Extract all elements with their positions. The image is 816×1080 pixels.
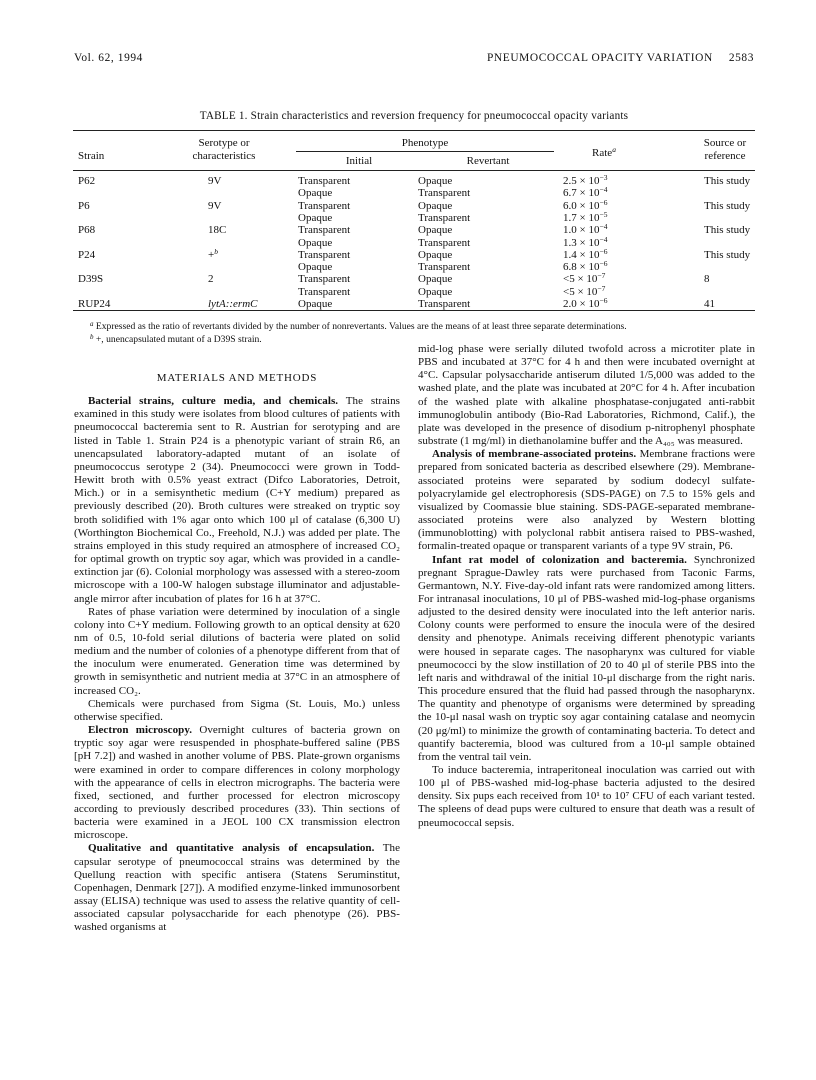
table-bottom-rule <box>73 310 755 311</box>
cell-strain: P68 <box>78 224 96 237</box>
page-number: 2583 <box>728 52 754 64</box>
cell-initial: Transparent <box>298 199 351 212</box>
running-head <box>74 52 754 70</box>
cell-serotype: 2 <box>208 273 214 286</box>
cell-revertant: Transparent <box>418 187 471 200</box>
cell-rate: $6.7 \times 10^{-4}$ <box>563 185 608 200</box>
cell-serotype: 9V <box>208 199 222 212</box>
cell-rate: $<5 \times 10^{-7}$ <box>563 283 606 298</box>
phenotype-span-rule <box>296 151 554 152</box>
cell-serotype: +$^b$ <box>208 246 218 261</box>
cell-revertant: Opaque <box>418 224 453 237</box>
cell-revertant: Opaque <box>418 248 453 261</box>
cell-source: This study <box>704 224 751 237</box>
cell-revertant: Opaque <box>418 285 453 298</box>
col-header-rate: Rate$^a$ <box>592 145 616 159</box>
paragraph-bacteremia: To induce bacteremia, intraperitoneal inoculation was carried out with 100 μl of PBS-washed mid-log-phase bacteria adjusted to the desired density. Six pups each received from 10¹ to 10⁷ CFU of each variant tested. The spleens of dead pups were cultured to ensure that death was a result of pneumococcal sepsis. <box>418 764 755 829</box>
col-header-revertant: Revertant <box>466 155 510 167</box>
cell-strain: D39S <box>78 273 104 286</box>
cell-initial: Opaque <box>298 236 333 249</box>
cell-revertant: Opaque <box>418 175 453 187</box>
journal-volume: Vol. 62, 1994 <box>74 52 143 64</box>
cell-rate: $1.0 \times 10^{-4}$ <box>563 222 608 237</box>
cell-rate: $1.7 \times 10^{-5}$ <box>563 209 608 224</box>
left-column <box>74 372 400 935</box>
cell-initial: Transparent <box>298 273 351 286</box>
cell-serotype: 18C <box>208 224 227 237</box>
cell-initial: Transparent <box>298 285 351 298</box>
cell-initial: Opaque <box>298 261 333 274</box>
cell-rate: $1.4 \times 10^{-6}$ <box>563 246 608 261</box>
cell-rate: $2.0 \times 10^{-6}$ <box>563 296 608 310</box>
cell-initial: Transparent <box>298 175 351 187</box>
col-header-serotype: Serotype or characteristics <box>192 137 256 162</box>
cell-source: 8 <box>704 273 710 286</box>
subheading-infant-rat-model: Infant rat model of colonization and bacteremia. <box>432 553 687 566</box>
cell-rate: $<5 \times 10^{-7}$ <box>563 271 606 286</box>
cell-revertant: Opaque <box>418 199 453 212</box>
subheading-bacterial-strains: Bacterial strains, culture media, and chemicals. <box>88 395 339 408</box>
cell-rate: $2.5 \times 10^{-3}$ <box>563 173 608 187</box>
cell-rate: $1.3 \times 10^{-4}$ <box>563 234 608 249</box>
cell-source: This study <box>704 248 751 261</box>
col-header-source: Source or reference <box>703 137 747 162</box>
article-short-title: PNEUMOCOCCAL OPACITY VARIATION <box>487 52 713 64</box>
paragraph-encapsulation-continued: mid-log phase were serially diluted twofold across a microtiter plate in PBS and incubated at 37°C for 4 h and then were incubated overnight at 4°C. Capsular polysaccharide antiserum diluted 1/5,000 was added to the washed plate, and the plate was incubated at 20°C for 4 h. After incubation of the washed plate with alkaline phosphatase-conjugated anti-rabbit immunoglobulin antibody (Bio-Rad Laboratories, Richmond, Calif.), the plate was developed in the presence of disodium p-nitrophenyl phosphate substrate (1 mg/ml) in diethanolamine buffer and the A₄₀₅ was measured. <box>418 343 755 448</box>
paragraph-bacterial-strains: Bacterial strains, culture media, and chemicals. The strains examined in this study were isolates from blood cultures of patients with pneumococcal bacteremia sent to R. Austrian for serotyping and are listed in Table 1. Strain P24 is a phenotypic variant of strain R6, an unencapsulated laboratory-adapted mutant of an isolate of pneumococcus serotype 2 (34). Pneumococci were grown in Todd-Hewitt broth with 0.5% yeast extract (Difco Laboratories, Detroit, Mich.) or in a semisynthetic medium (C+Y medium) prepared as previously described (20). Broth cultures were streaked on tryptic soy broth solidified with 1% agar onto which 100 μl of catalase (6,300 U) (Worthington Biochemical Co., Freehold, N.J.) was added per plate. The strains employed in this study required an atmosphere of increased CO₂ for optimal growth on tryptic soy agar, which was provided in a candle-extinction jar (6). Colonial morphology was assessed with a stereo-zoom microscope with a 100-W halogen substage illuminator and adjustable-angle mirror after incubation of plates for 16 h at 37°C. <box>74 395 400 605</box>
cell-strain: P62 <box>78 175 96 187</box>
col-header-strain: Strain <box>78 150 105 162</box>
paragraph-chemicals: Chemicals were purchased from Sigma (St. Louis, Mo.) unless otherwise specified. <box>74 697 400 723</box>
running-title <box>487 52 754 64</box>
paragraph-membrane-proteins: Analysis of membrane-associated proteins. Membrane fractions were prepared from sonicated bacteria as described elsewhere (29). Membrane-associated proteins were separated by sodium dodecyl sulfate-polyacrylamide gel electrophoresis (SDS-PAGE) on 7.5 to 15% gels and visualized by Coomassie blue staining. SDS-PAGE-separated membrane-associated proteins were also analyzed by Western blotting (immunoblotting) with polyclonal rabbit antisera raised to PBS-washed, formalin-treated opaque or transparent variants of a type 9V strain, P6. <box>418 448 755 553</box>
table-header-rule <box>73 170 755 171</box>
subheading-encapsulation: Qualitative and quantitative analysis of encapsulation. <box>88 842 375 855</box>
cell-initial: Opaque <box>298 211 333 224</box>
cell-source: 41 <box>704 298 715 310</box>
section-title: MATERIALS AND METHODS <box>156 372 318 384</box>
cell-initial: Transparent <box>298 224 351 237</box>
cell-strain: RUP24 <box>78 298 111 310</box>
col-header-initial: Initial <box>345 155 373 167</box>
paragraph-encapsulation: Qualitative and quantitative analysis of encapsulation. The capsular serotype of pneumococcal strains was determined by the Quellung reaction with specific antisera (Statens Seruminstitut, Copenhagen, Denmark [27]). A modified enzyme-linked immunosorbent assay (ELISA) technique was used to assess the relative quantity of cell-associated capsular polysaccharide for each phenotype (26). PBS-washed organisms at <box>74 842 400 934</box>
cell-initial: Transparent <box>298 248 351 261</box>
cell-strain: P24 <box>78 248 96 261</box>
cell-rate: $6.8 \times 10^{-6}$ <box>563 259 608 274</box>
table-caption: TABLE 1. Strain characteristics and reversion frequency for pneumococcal opacity variants <box>199 110 629 122</box>
col-header-phenotype: Phenotype <box>401 137 449 149</box>
cell-source: This study <box>704 199 751 212</box>
cell-source: This study <box>704 175 751 187</box>
cell-serotype: 9V <box>208 175 222 187</box>
subheading-membrane-proteins: Analysis of membrane-associated proteins. <box>432 448 637 461</box>
cell-revertant: Transparent <box>418 236 471 249</box>
cell-revertant: Transparent <box>418 298 471 310</box>
subheading-electron-microscopy: Electron microscopy. <box>88 724 193 737</box>
right-column <box>418 343 755 830</box>
paragraph-infant-rat-model: Infant rat model of colonization and bacteremia. Synchronized pregnant Sprague-Dawley rats were purchased from Taconic Farms, Germantown, N.Y. Five-day-old infant rats were randomized among litters. For intranasal inoculations, 10 μl of PBS-washed mid-log-phase organisms adjusted to the desired density were inoculated into the left anterior naris. Colony counts were performed to ensure the inocula were of the desired density and phenotype. Animals receiving different phenotypic variants were housed in separate cages. The nasopharynx was cultured for viable pneumococci by the slow instillation of 20 to 40 μl of sterile PBS into the left naris and withdrawal of the initial 10-μl discharge from the right naris. This procedure ensured that the fluid had passed through the nasopharynx. The quantity and phenotype of organisms were determined by spreading the 10-μl nasal wash on tryptic soy agar containing catalase and neomycin (20 μg/ml) to minimize the growth of contaminating bacteria. To detect and quantify bacteremia, blood was cultured from a 10-μl sample obtained from the ventral tail vein. <box>418 553 755 763</box>
paragraph-electron-microscopy: Electron microscopy. Overnight cultures of bacteria grown on tryptic soy agar were resuspended in phosphate-buffered saline (PBS [pH 7.2]) and washed in another volume of PBS. Plate-grown organisms were examined in order to compare differences in colony morphology with the appearance of cells in electron micrographs. The bacteria were fixed, sectioned, and further processed for electron microscopy according to previously described procedures (33). Thin sections of bacteria were examined in a JEOL 100 CX transmission electron microscope. <box>74 724 400 842</box>
paragraph-phase-variation: Rates of phase variation were determined by inoculation of a single colony into C+Y medium. Following growth to an optical density at 620 nm of 0.5, 10-fold serial dilutions of bacteria were plated on solid medium and the number of colonies of a phenotype different from that of the inoculum were enumerated. Generation time was determined by growth in semisynthetic and nutrient media at 37°C in an atmosphere of increased CO₂. <box>74 605 400 697</box>
footnote-b: $^b$ +, unencapsulated mutant of a D39S strain. <box>90 333 262 345</box>
footnote-a: $^a$ Expressed as the ratio of revertants divided by the number of nonrevertants. Values are the means of at least three separate determinations. <box>90 320 627 332</box>
cell-revertant: Opaque <box>418 273 453 286</box>
cell-rate: $6.0 \times 10^{-6}$ <box>563 197 608 212</box>
cell-revertant: Transparent <box>418 261 471 274</box>
cell-initial: Opaque <box>298 187 333 200</box>
cell-revertant: Transparent <box>418 211 471 224</box>
cell-strain: P6 <box>78 199 90 212</box>
cell-serotype: lytA::ermC <box>208 298 258 310</box>
table-top-rule <box>73 130 755 131</box>
cell-initial: Opaque <box>298 298 333 310</box>
